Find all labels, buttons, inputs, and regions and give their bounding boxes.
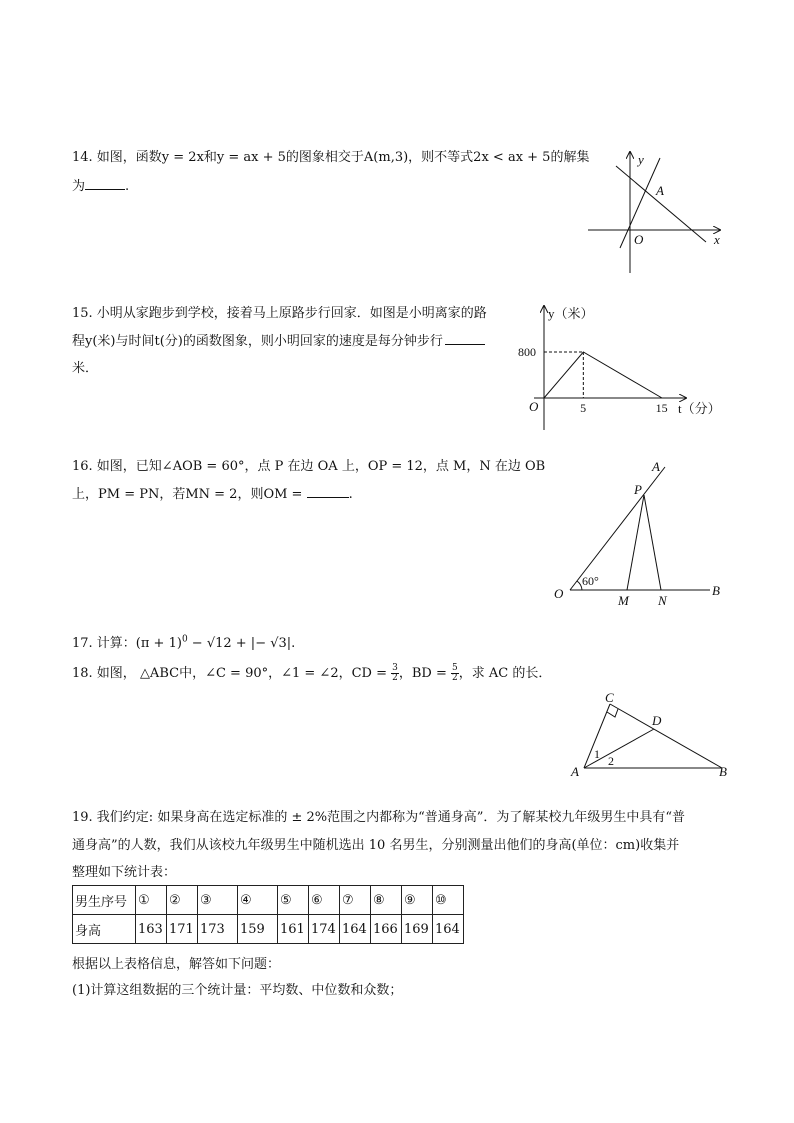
table-cell-height: 159 [238, 915, 278, 944]
table-cell-number: ② [167, 886, 198, 915]
q16-segment-PN [644, 495, 661, 590]
q15-y-tick-label: 800 [518, 345, 536, 359]
table-cell-height: 171 [167, 915, 198, 944]
q18-frac-bd [451, 664, 459, 683]
q18-label-B: B [719, 764, 727, 779]
q18-suffix: ，求 AC 的长． [458, 666, 552, 681]
q15-plot-area [518, 345, 668, 415]
table-cell-number: ⑥ [309, 886, 340, 915]
table-cell-number: ① [136, 886, 167, 915]
q16-label-M: M [618, 593, 629, 608]
q16-text-line2 [72, 483, 353, 502]
q15-text-line1: 15. 小明从家跑步到学校，接着马上原路步行回家．如图是小明离家的路 [72, 306, 487, 321]
table-row [73, 886, 464, 915]
q16-answer-blank [307, 485, 349, 498]
q18-side-CB [610, 704, 722, 768]
q18-text [72, 662, 551, 683]
table-cell-height: 161 [278, 915, 309, 944]
q14-origin-O: O [634, 232, 644, 247]
table-cell-height: 166 [371, 915, 402, 944]
q14-point-A: A [656, 183, 664, 198]
table-header-label: 男生序号 [73, 886, 136, 915]
q17-exponent: 0 [181, 634, 188, 645]
q15-x-axis-label: t（分） [678, 401, 721, 416]
table-cell-height: 164 [340, 915, 371, 944]
q16-segment-PM [627, 495, 644, 590]
q14-line2-suffix: . [125, 179, 130, 194]
q18-right-angle-mark [607, 709, 618, 717]
table-cell-number: ⑩ [433, 886, 464, 915]
q18-label-C: C [605, 690, 614, 705]
q17-rest: − √12 + |− √3|. [187, 636, 296, 651]
q16-label-N: N [658, 593, 667, 608]
q18-figure [568, 690, 738, 780]
q16-label-A: A [652, 459, 660, 474]
q15-series-line [544, 352, 662, 398]
q19-text-line3: 整理如下统计表： [72, 865, 177, 880]
q19-text-line1: 19. 我们约定: 如果身高在选定标准的 ± 2%范围之内都称为“普通身高”．为了解某校九年级男生中具有“普 [72, 810, 686, 825]
q19-after-line2: (1)计算这组数据的三个统计量：平均数、中位数和众数； [72, 983, 403, 998]
q16-label-B: B [712, 583, 720, 598]
q17-text [72, 632, 295, 651]
table-cell-height: 164 [433, 915, 464, 944]
q16-ray-OA [570, 467, 665, 590]
q15-answer-blank [445, 332, 485, 345]
q15-x-tick-label: 15 [655, 401, 668, 415]
q14-y-label: y [638, 152, 644, 167]
q14-graph [580, 148, 730, 278]
q14-x-label: x [714, 232, 720, 247]
table-row-label: 身高 [73, 915, 136, 944]
q18-angle-2: 2 [608, 754, 614, 768]
q15-y-axis-label: y（米） [548, 306, 594, 321]
q16-line2-prefix: 上，PM = PN，若MN = 2，则OM = [72, 487, 307, 502]
table-row [73, 915, 464, 944]
q18-cd-denominator: 2 [392, 673, 398, 683]
table-cell-number: ④ [238, 886, 278, 915]
q14-text-line2 [72, 175, 129, 194]
q18-label-A: A [571, 764, 579, 779]
q16-label-P: P [634, 482, 642, 497]
q14-text-line1: 14. 如图，函数y = 2x和y = ax + 5的图象相交于A(m,3)，则不等式2x < ax + 5的解集 [72, 150, 590, 165]
table-cell-height: 173 [198, 915, 238, 944]
table-cell-number: ⑧ [371, 886, 402, 915]
table-cell-number: ⑨ [402, 886, 433, 915]
q14-answer-blank [85, 177, 125, 190]
q18-angle-1: 1 [594, 747, 600, 761]
q18-cd-numerator: 3 [392, 663, 398, 673]
q18-mid: ，BD = [398, 666, 451, 681]
q18-bd-numerator: 5 [452, 663, 458, 673]
q19-text-line2: 通身高”的人数，我们从该校九年级男生中随机选出 10 名男生，分别测量出他们的身高(单位：cm)收集并 [72, 838, 680, 853]
table-cell-height: 169 [402, 915, 433, 944]
q16-angle-label: 60° [582, 574, 599, 588]
table-cell-number: ③ [198, 886, 238, 915]
q18-frac-cd [391, 664, 399, 683]
q16-figure [548, 455, 728, 610]
table-cell-height: 163 [136, 915, 167, 944]
q18-prefix: 18. 如图， △ABC中，∠C = 90°，∠1 = ∠2，CD = [72, 666, 392, 681]
q19-after-line1: 根据以上表格信息，解答如下问题： [72, 957, 281, 972]
q15-chart [510, 300, 750, 435]
q15-text-line2 [72, 330, 485, 349]
q18-bd-denominator: 2 [452, 673, 458, 683]
q14-line2-prefix: 为 [72, 179, 86, 194]
table-cell-number: ⑦ [340, 886, 371, 915]
q15-text-line3: 米． [72, 361, 99, 376]
q16-label-O: O [554, 586, 564, 601]
q16-line2-suffix: . [348, 487, 353, 502]
q15-x-tick-label: 5 [580, 401, 587, 415]
q15-origin-O: O [529, 399, 539, 414]
table-cell-height: 174 [309, 915, 340, 944]
q16-text-line1: 16. 如图，已知∠AOB = 60°，点 P 在边 OA 上，OP = 12，点 M，N 在边 OB [72, 459, 546, 474]
q18-label-D: D [652, 713, 662, 728]
q19-height-table [72, 885, 464, 944]
table-cell-number: ⑤ [278, 886, 309, 915]
q15-line2-text: 程y(米)与时间t(分)的函数图象，则小明回家的速度是每分钟步行 [72, 334, 443, 349]
q17-prefix: 17. 计算：(π + 1) [72, 636, 182, 651]
